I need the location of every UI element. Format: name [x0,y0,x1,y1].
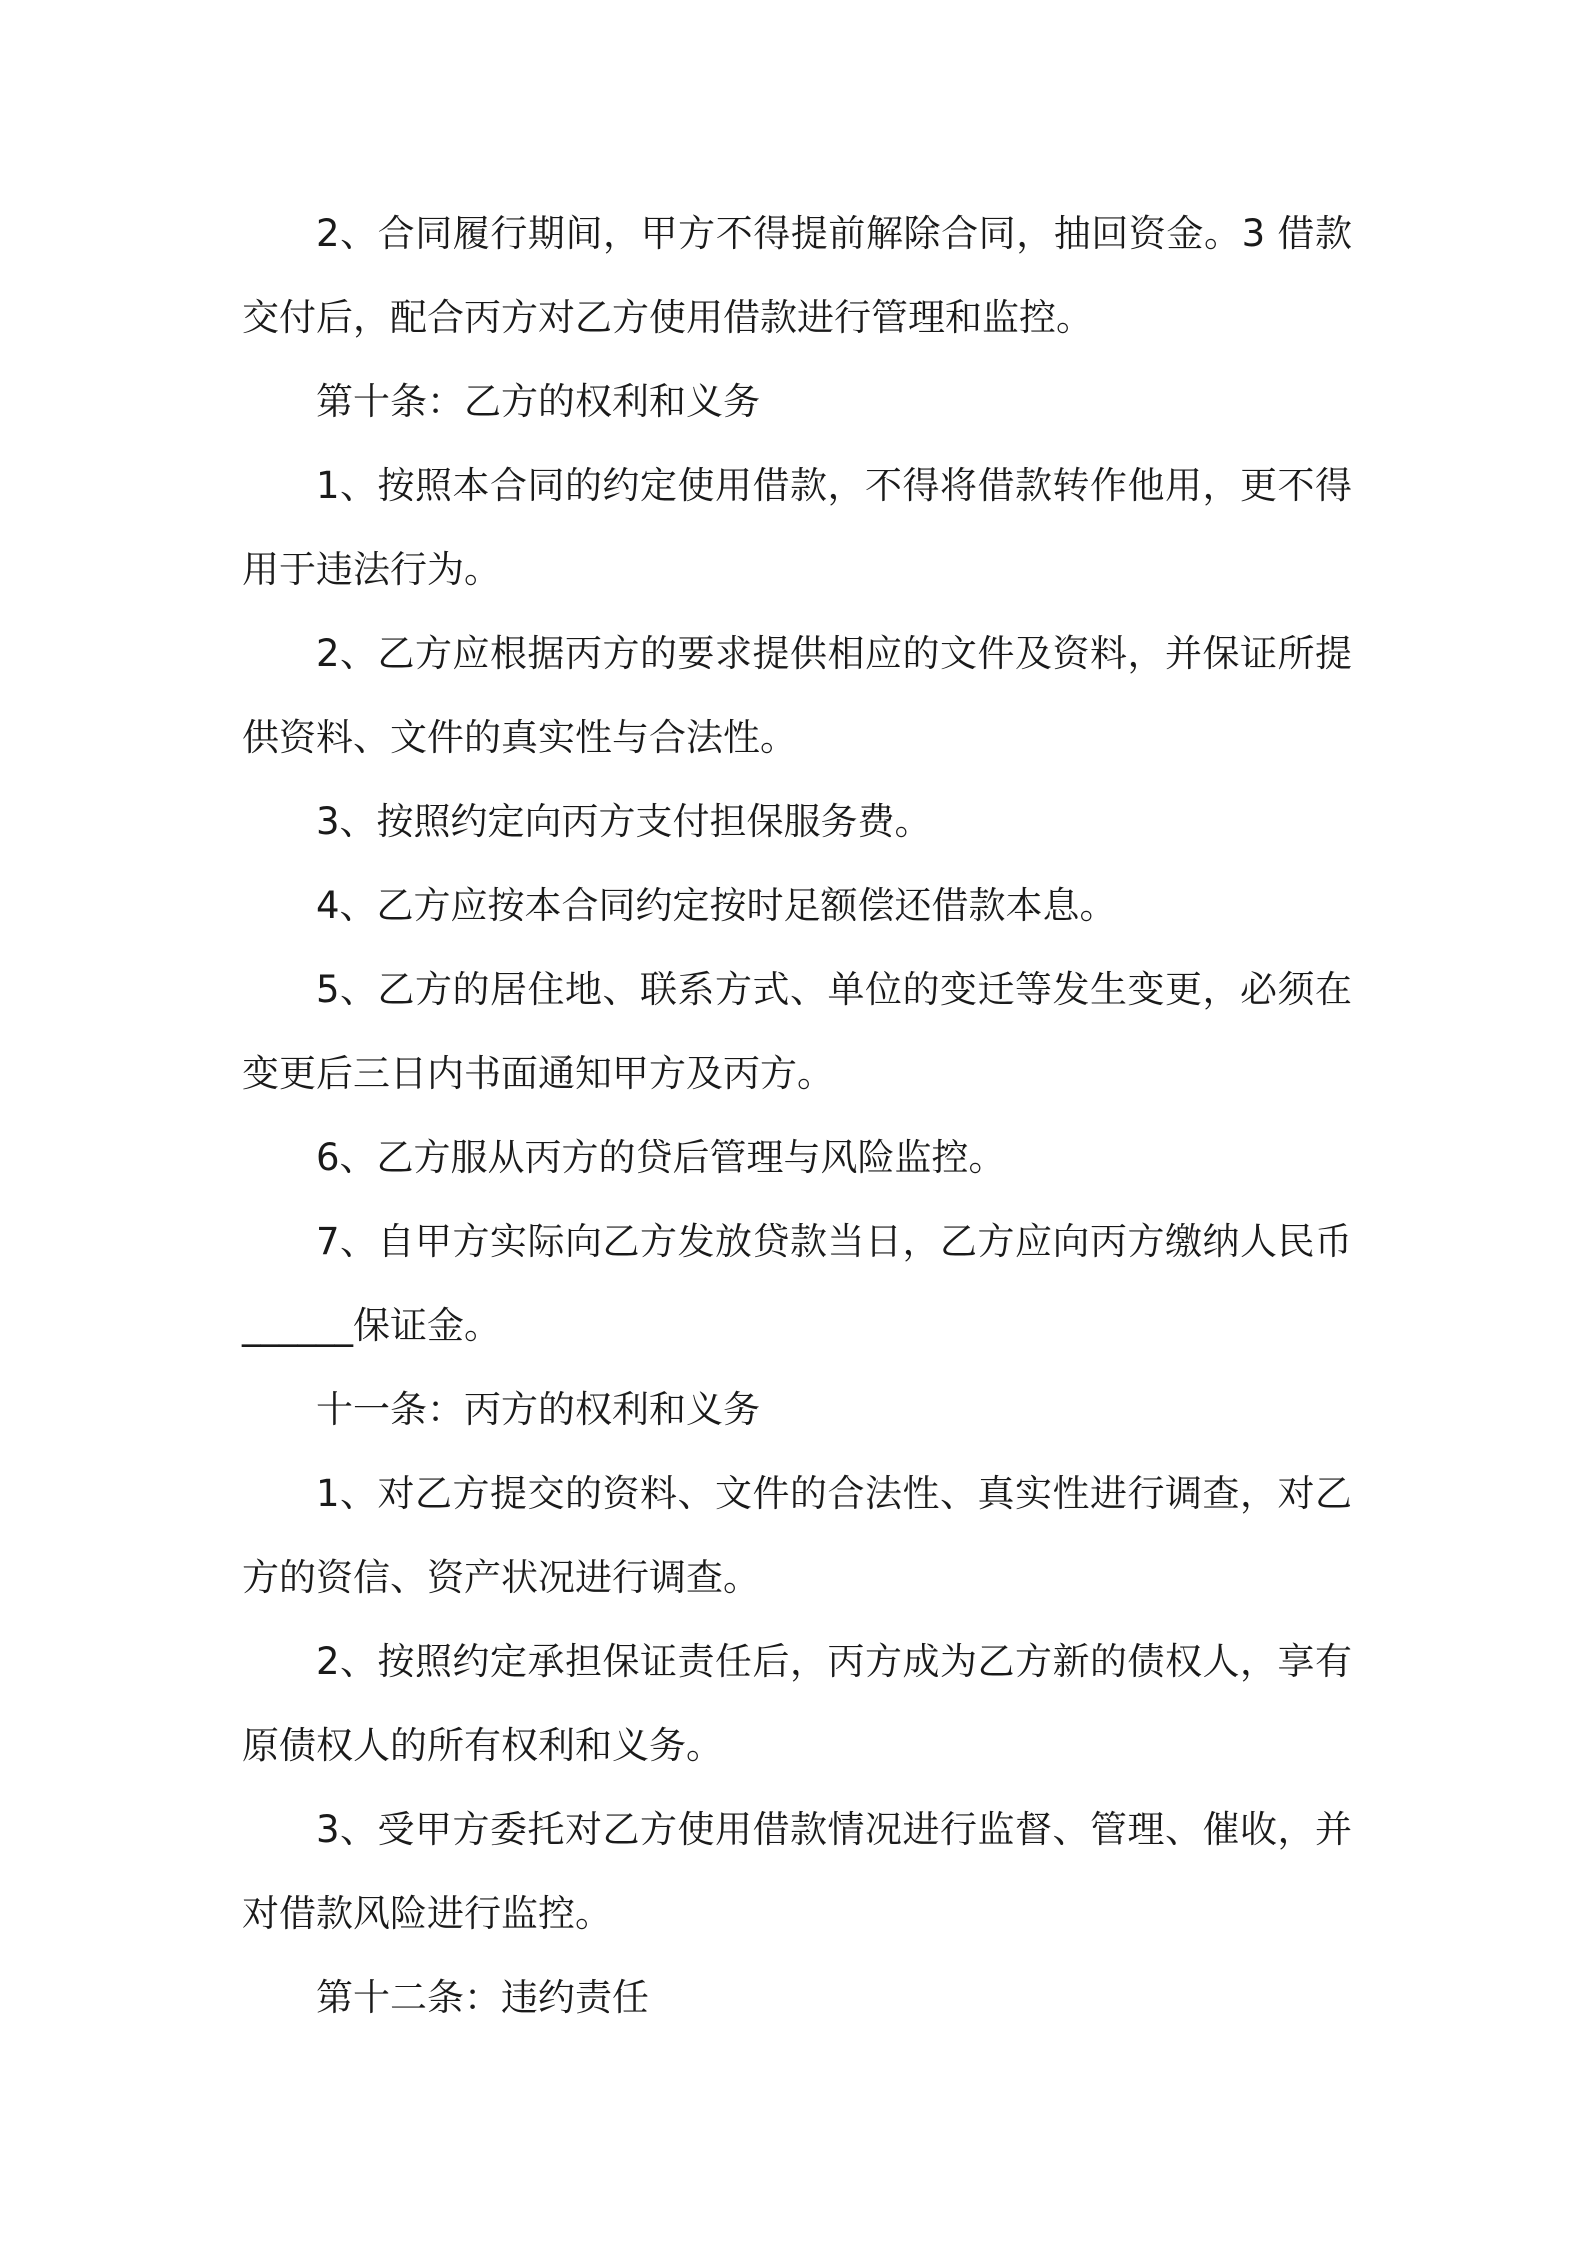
paragraph-party-b-item-6: 6、乙方服从丙方的贷后管理与风险监控。 [316,1136,1006,1179]
paragraph-party-b-item-5: 5、乙方的居住地、联系方式、单位的变迁等发生变更，必须在变更后三日内书面通知甲方及丙方。 [242,968,1352,1095]
heading-article-11: 十一条：丙方的权利和义务 [316,1388,760,1431]
heading-article-10: 第十条：乙方的权利和义务 [316,380,760,423]
paragraph-party-b-item-2: 2、乙方应根据丙方的要求提供相应的文件及资料，并保证所提供资料、文件的真实性与合法性。 [242,632,1352,759]
paragraph-party-b-item-3: 3、按照约定向丙方支付担保服务费。 [316,800,932,843]
paragraph-party-b-item-4: 4、乙方应按本合同约定按时足额偿还借款本息。 [316,884,1117,927]
paragraph-party-c-item-1: 1、对乙方提交的资料、文件的合法性、真实性进行调查，对乙方的资信、资产状况进行调查。 [242,1472,1352,1599]
document-body [242,192,1352,2040]
paragraph-party-a-obligation-2: 2、合同履行期间，甲方不得提前解除合同，抽回资金。3 借款交付后，配合丙方对乙方使用借款进行管理和监控。 [242,212,1352,339]
paragraph-party-b-item-7: 7、自甲方实际向乙方发放贷款当日，乙方应向丙方缴纳人民币______保证金。 [242,1220,1352,1347]
paragraph-party-c-item-3: 3、受甲方委托对乙方使用借款情况进行监督、管理、催收，并对借款风险进行监控。 [242,1808,1352,1935]
paragraph-party-b-item-1: 1、按照本合同的约定使用借款，不得将借款转作他用，更不得用于违法行为。 [242,464,1352,591]
paragraph-party-c-item-2: 2、按照约定承担保证责任后，丙方成为乙方新的债权人，享有原债权人的所有权利和义务。 [242,1640,1352,1767]
heading-article-12: 第十二条：违约责任 [316,1976,649,2019]
